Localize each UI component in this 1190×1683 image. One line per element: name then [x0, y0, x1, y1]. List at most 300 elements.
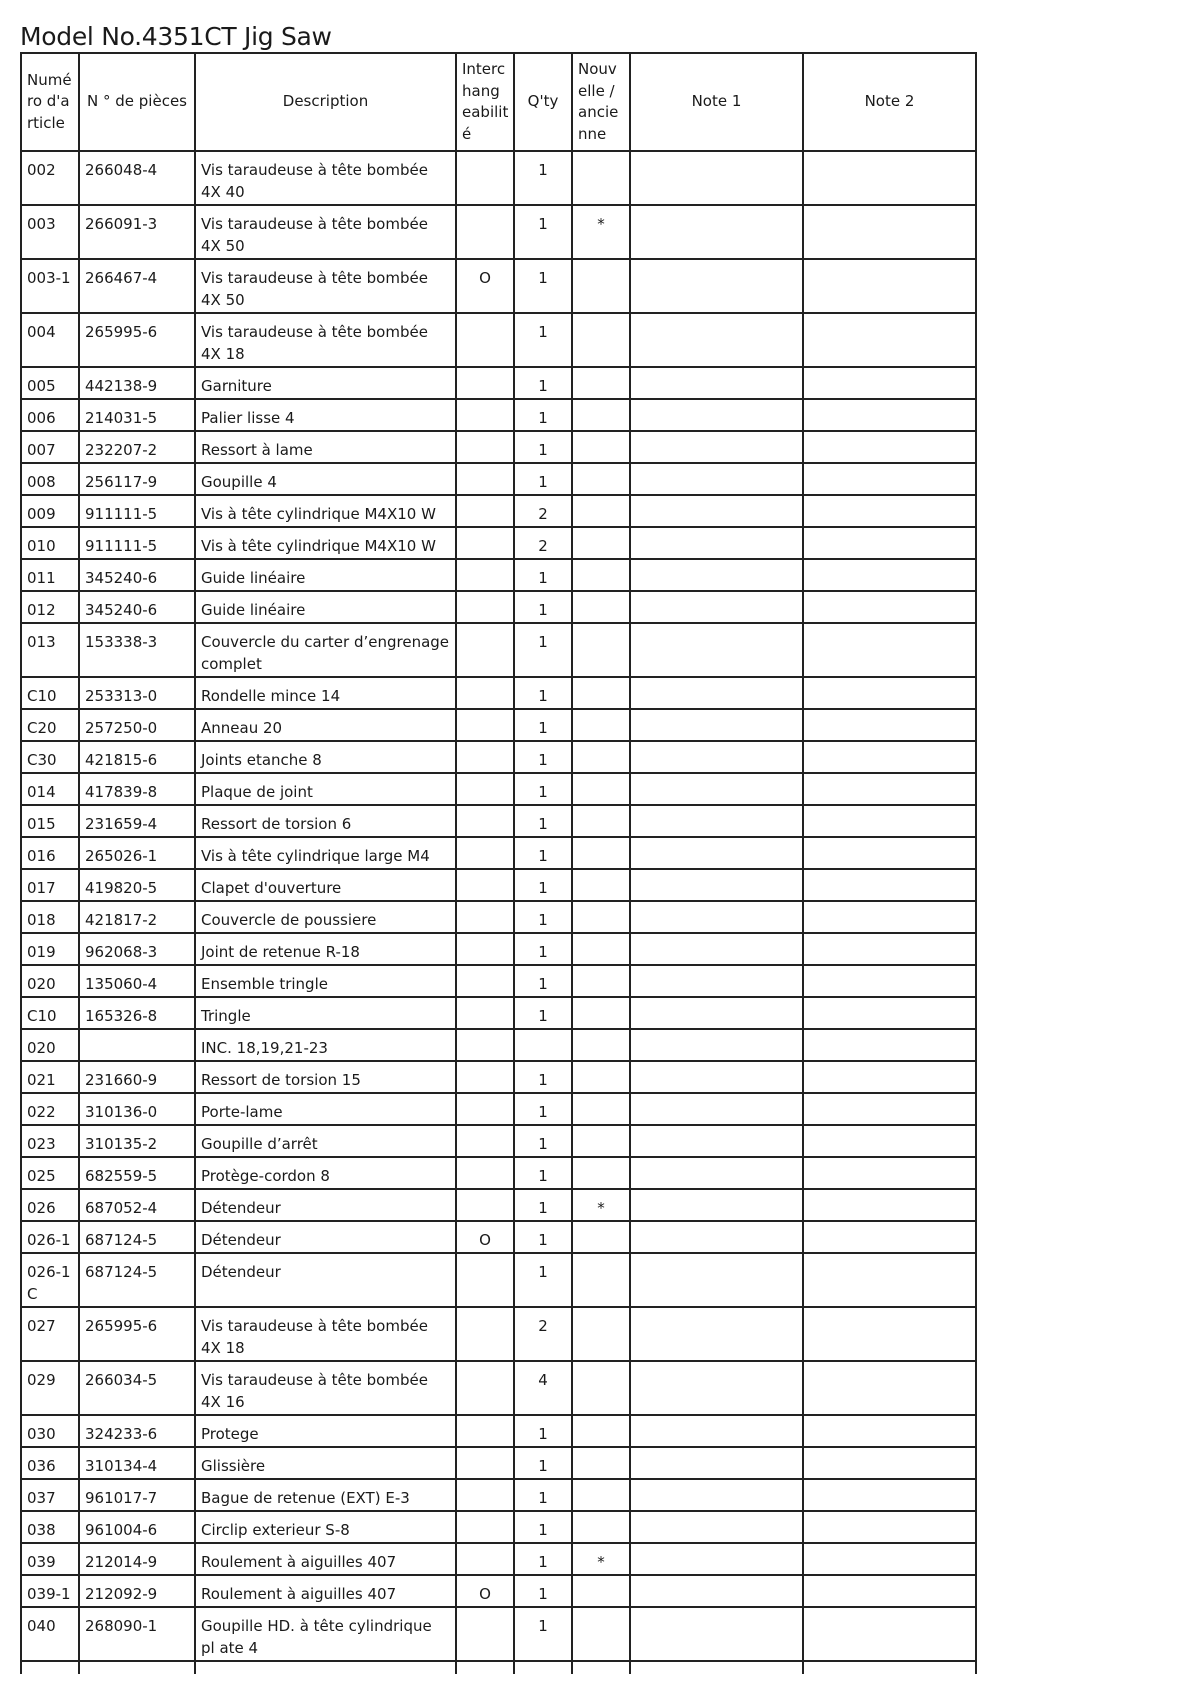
note-1-cell: [630, 1307, 803, 1361]
item-number-cell: 007: [21, 431, 79, 463]
table-row: [21, 367, 976, 399]
interchangeability-cell: [456, 1511, 514, 1543]
item-number-cell: 026-1: [21, 1221, 79, 1253]
description-cell: Garniture: [195, 367, 456, 399]
quantity-cell: 1: [514, 997, 572, 1029]
part-number-cell: 682559-5: [79, 1157, 195, 1189]
description-cell: Ressort de torsion 15: [195, 1061, 456, 1093]
interchangeability-cell: [456, 591, 514, 623]
quantity-cell: 2: [514, 495, 572, 527]
item-number-cell: 020: [21, 965, 79, 997]
description-cell: Glissière: [195, 1447, 456, 1479]
interchangeability-cell: [456, 1479, 514, 1511]
interchangeability-cell: [456, 1415, 514, 1447]
note-1-cell: [630, 495, 803, 527]
description-cell: Bague de retenue (EXT) E-3: [195, 1479, 456, 1511]
part-number-cell: 265026-1: [79, 837, 195, 869]
part-number-cell: 345240-6: [79, 591, 195, 623]
note-2-cell: [803, 591, 976, 623]
note-1-cell: [630, 623, 803, 677]
table-row: [21, 837, 976, 869]
page-title: Model No.4351CT Jig Saw: [20, 22, 332, 51]
note-2-cell: [803, 1511, 976, 1543]
item-number-cell: 039: [21, 1543, 79, 1575]
new-old-cell: *: [572, 1543, 630, 1575]
table-row: [21, 463, 976, 495]
item-number-cell: 012: [21, 591, 79, 623]
part-number-cell: 310136-0: [79, 1093, 195, 1125]
note-2-cell: [803, 741, 976, 773]
new-old-cell: [572, 837, 630, 869]
description-cell: Ensemble tringle: [195, 965, 456, 997]
part-number-cell: 257250-0: [79, 709, 195, 741]
note-1-cell: [630, 1061, 803, 1093]
description-cell: Goupille d’arrêt: [195, 1125, 456, 1157]
quantity-cell: 1: [514, 1253, 572, 1307]
new-old-cell: [572, 1361, 630, 1415]
note-2-cell: [803, 623, 976, 677]
table-row: [21, 965, 976, 997]
item-number-cell: 026: [21, 1189, 79, 1221]
new-old-cell: [572, 463, 630, 495]
table-row: [21, 709, 976, 741]
table-row: [21, 1093, 976, 1125]
note-1-cell: [630, 1415, 803, 1447]
table-row: [21, 1511, 976, 1543]
part-number-cell: 165326-8: [79, 997, 195, 1029]
item-number-cell: 010: [21, 527, 79, 559]
table-row: [21, 773, 976, 805]
note-2-cell: [803, 709, 976, 741]
quantity-cell: 1: [514, 259, 572, 313]
part-number-cell: 421817-2: [79, 901, 195, 933]
item-number-cell: 040: [21, 1607, 79, 1661]
quantity-cell: 1: [514, 1511, 572, 1543]
item-number-cell: 006: [21, 399, 79, 431]
interchangeability-cell: [456, 933, 514, 965]
note-1-cell: [630, 741, 803, 773]
quantity-cell: 2: [514, 1307, 572, 1361]
new-old-cell: [572, 741, 630, 773]
quantity-cell: 1: [514, 559, 572, 591]
item-number-cell: 008: [21, 463, 79, 495]
interchangeability-cell: O: [456, 259, 514, 313]
part-number-cell: 310135-2: [79, 1125, 195, 1157]
interchangeability-cell: [456, 869, 514, 901]
note-2-cell: [803, 1253, 976, 1307]
table-header-row: [21, 53, 976, 151]
table-row: [21, 399, 976, 431]
note-1-cell: [630, 773, 803, 805]
description-cell: Guide linéaire: [195, 559, 456, 591]
empty-cell: [514, 1661, 572, 1674]
quantity-cell: 1: [514, 1543, 572, 1575]
note-2-cell: [803, 997, 976, 1029]
part-number-cell: 214031-5: [79, 399, 195, 431]
interchangeability-cell: [456, 495, 514, 527]
note-1-cell: [630, 527, 803, 559]
header-note-1: Note 1: [630, 53, 803, 151]
interchangeability-cell: [456, 623, 514, 677]
table-row: [21, 431, 976, 463]
interchangeability-cell: [456, 1253, 514, 1307]
note-2-cell: [803, 805, 976, 837]
item-number-cell: 003-1: [21, 259, 79, 313]
note-2-cell: [803, 205, 976, 259]
header-quantity: Q'ty: [514, 53, 572, 151]
description-cell: Anneau 20: [195, 709, 456, 741]
interchangeability-cell: [456, 741, 514, 773]
note-1-cell: [630, 205, 803, 259]
part-number-cell: 962068-3: [79, 933, 195, 965]
part-number-cell: 268090-1: [79, 1607, 195, 1661]
table-row: [21, 1479, 976, 1511]
quantity-cell: 1: [514, 1415, 572, 1447]
note-2-cell: [803, 965, 976, 997]
part-number-cell: 266048-4: [79, 151, 195, 205]
note-2-cell: [803, 463, 976, 495]
quantity-cell: 1: [514, 367, 572, 399]
item-number-cell: 013: [21, 623, 79, 677]
note-2-cell: [803, 773, 976, 805]
table-row: [21, 259, 976, 313]
description-cell: Roulement à aiguilles 407: [195, 1575, 456, 1607]
quantity-cell: 2: [514, 527, 572, 559]
note-2-cell: [803, 1125, 976, 1157]
new-old-cell: [572, 259, 630, 313]
interchangeability-cell: [456, 367, 514, 399]
note-1-cell: [630, 1543, 803, 1575]
note-2-cell: [803, 901, 976, 933]
new-old-cell: [572, 869, 630, 901]
quantity-cell: 1: [514, 933, 572, 965]
new-old-cell: [572, 933, 630, 965]
note-1-cell: [630, 1157, 803, 1189]
note-2-cell: [803, 1447, 976, 1479]
description-cell: Vis taraudeuse à tête bombée 4X 18: [195, 313, 456, 367]
item-number-cell: 004: [21, 313, 79, 367]
part-number-cell: 266091-3: [79, 205, 195, 259]
table-row: [21, 1157, 976, 1189]
note-1-cell: [630, 591, 803, 623]
quantity-cell: 1: [514, 805, 572, 837]
table-row-cutoff: [21, 1661, 976, 1674]
note-1-cell: [630, 1575, 803, 1607]
description-cell: Vis à tête cylindrique M4X10 W: [195, 495, 456, 527]
interchangeability-cell: O: [456, 1575, 514, 1607]
note-2-cell: [803, 869, 976, 901]
description-cell: Palier lisse 4: [195, 399, 456, 431]
note-1-cell: [630, 1029, 803, 1061]
part-number-cell: 212092-9: [79, 1575, 195, 1607]
new-old-cell: [572, 1061, 630, 1093]
note-1-cell: [630, 559, 803, 591]
quantity-cell: 1: [514, 463, 572, 495]
note-1-cell: [630, 1361, 803, 1415]
note-2-cell: [803, 1307, 976, 1361]
new-old-cell: [572, 1415, 630, 1447]
quantity-cell: 1: [514, 431, 572, 463]
part-number-cell: 687124-5: [79, 1253, 195, 1307]
part-number-cell: 256117-9: [79, 463, 195, 495]
description-cell: Détendeur: [195, 1253, 456, 1307]
interchangeability-cell: [456, 399, 514, 431]
interchangeability-cell: [456, 709, 514, 741]
new-old-cell: [572, 431, 630, 463]
note-2-cell: [803, 933, 976, 965]
interchangeability-cell: [456, 773, 514, 805]
part-number-cell: 324233-6: [79, 1415, 195, 1447]
header-item-number: Numé ro d'a rticle: [21, 53, 79, 151]
quantity-cell: 1: [514, 1221, 572, 1253]
interchangeability-cell: [456, 313, 514, 367]
description-cell: Couvercle du carter d’engrenage complet: [195, 623, 456, 677]
note-2-cell: [803, 1415, 976, 1447]
description-cell: Protege: [195, 1415, 456, 1447]
interchangeability-cell: [456, 1447, 514, 1479]
note-2-cell: [803, 1543, 976, 1575]
empty-cell: [21, 1661, 79, 1674]
table-row: [21, 901, 976, 933]
note-2-cell: [803, 151, 976, 205]
header-new-old: Nouv elle / ancie nne: [572, 53, 630, 151]
table-row: [21, 997, 976, 1029]
quantity-cell: 1: [514, 399, 572, 431]
item-number-cell: 011: [21, 559, 79, 591]
interchangeability-cell: [456, 901, 514, 933]
item-number-cell: C10: [21, 997, 79, 1029]
new-old-cell: [572, 1125, 630, 1157]
interchangeability-cell: [456, 463, 514, 495]
table-row: [21, 1125, 976, 1157]
table-row: [21, 623, 976, 677]
item-number-cell: 009: [21, 495, 79, 527]
item-number-cell: 029: [21, 1361, 79, 1415]
item-number-cell: 027: [21, 1307, 79, 1361]
new-old-cell: [572, 367, 630, 399]
part-number-cell: [79, 1029, 195, 1061]
description-cell: Vis à tête cylindrique large M4: [195, 837, 456, 869]
table-row: [21, 151, 976, 205]
note-1-cell: [630, 1479, 803, 1511]
table-row: [21, 677, 976, 709]
description-cell: Vis taraudeuse à tête bombée 4X 40: [195, 151, 456, 205]
note-1-cell: [630, 1189, 803, 1221]
interchangeability-cell: [456, 997, 514, 1029]
note-2-cell: [803, 495, 976, 527]
new-old-cell: [572, 997, 630, 1029]
description-cell: Protège-cordon 8: [195, 1157, 456, 1189]
item-number-cell: 039-1: [21, 1575, 79, 1607]
empty-cell: [195, 1661, 456, 1674]
table-row: [21, 591, 976, 623]
new-old-cell: [572, 965, 630, 997]
quantity-cell: 1: [514, 623, 572, 677]
interchangeability-cell: [456, 1307, 514, 1361]
item-number-cell: C10: [21, 677, 79, 709]
description-cell: Détendeur: [195, 1189, 456, 1221]
interchangeability-cell: [456, 965, 514, 997]
item-number-cell: 017: [21, 869, 79, 901]
note-2-cell: [803, 1189, 976, 1221]
interchangeability-cell: [456, 1157, 514, 1189]
note-1-cell: [630, 367, 803, 399]
new-old-cell: [572, 1447, 630, 1479]
note-1-cell: [630, 259, 803, 313]
note-2-cell: [803, 1575, 976, 1607]
new-old-cell: *: [572, 1189, 630, 1221]
item-number-cell: 003: [21, 205, 79, 259]
interchangeability-cell: [456, 1029, 514, 1061]
part-number-cell: 310134-4: [79, 1447, 195, 1479]
description-cell: Goupille 4: [195, 463, 456, 495]
quantity-cell: 1: [514, 1575, 572, 1607]
quantity-cell: 1: [514, 1479, 572, 1511]
note-1-cell: [630, 901, 803, 933]
part-number-cell: 961017-7: [79, 1479, 195, 1511]
part-number-cell: 266467-4: [79, 259, 195, 313]
table-row: [21, 1253, 976, 1307]
part-number-cell: 687124-5: [79, 1221, 195, 1253]
new-old-cell: [572, 1253, 630, 1307]
part-number-cell: 911111-5: [79, 495, 195, 527]
quantity-cell: 1: [514, 1157, 572, 1189]
quantity-cell: 1: [514, 965, 572, 997]
item-number-cell: C30: [21, 741, 79, 773]
note-1-cell: [630, 431, 803, 463]
description-cell: Vis taraudeuse à tête bombée 4X 16: [195, 1361, 456, 1415]
part-number-cell: 421815-6: [79, 741, 195, 773]
item-number-cell: 014: [21, 773, 79, 805]
new-old-cell: [572, 399, 630, 431]
note-1-cell: [630, 1221, 803, 1253]
quantity-cell: 1: [514, 709, 572, 741]
quantity-cell: 1: [514, 1447, 572, 1479]
note-2-cell: [803, 1157, 976, 1189]
quantity-cell: 4: [514, 1361, 572, 1415]
interchangeability-cell: [456, 1189, 514, 1221]
note-2-cell: [803, 837, 976, 869]
new-old-cell: [572, 495, 630, 527]
item-number-cell: 036: [21, 1447, 79, 1479]
table-row: [21, 741, 976, 773]
note-2-cell: [803, 527, 976, 559]
table-row: [21, 495, 976, 527]
note-1-cell: [630, 1125, 803, 1157]
quantity-cell: 1: [514, 1607, 572, 1661]
item-number-cell: 022: [21, 1093, 79, 1125]
item-number-cell: 030: [21, 1415, 79, 1447]
item-number-cell: 015: [21, 805, 79, 837]
part-number-cell: 417839-8: [79, 773, 195, 805]
note-2-cell: [803, 1029, 976, 1061]
new-old-cell: [572, 1307, 630, 1361]
new-old-cell: [572, 1511, 630, 1543]
empty-cell: [572, 1661, 630, 1674]
note-1-cell: [630, 399, 803, 431]
item-number-cell: 037: [21, 1479, 79, 1511]
note-2-cell: [803, 1361, 976, 1415]
table-row: [21, 1543, 976, 1575]
item-number-cell: 005: [21, 367, 79, 399]
parts-table: [20, 52, 977, 1674]
new-old-cell: [572, 677, 630, 709]
description-cell: Vis taraudeuse à tête bombée 4X 50: [195, 205, 456, 259]
new-old-cell: [572, 1575, 630, 1607]
new-old-cell: [572, 901, 630, 933]
note-1-cell: [630, 1093, 803, 1125]
header-note-2: Note 2: [803, 53, 976, 151]
item-number-cell: 020: [21, 1029, 79, 1061]
table-row: [21, 1607, 976, 1661]
item-number-cell: 018: [21, 901, 79, 933]
note-1-cell: [630, 709, 803, 741]
new-old-cell: [572, 1479, 630, 1511]
description-cell: Couvercle de poussiere: [195, 901, 456, 933]
empty-cell: [803, 1661, 976, 1674]
note-1-cell: [630, 997, 803, 1029]
note-1-cell: [630, 1447, 803, 1479]
note-1-cell: [630, 313, 803, 367]
item-number-cell: 038: [21, 1511, 79, 1543]
part-number-cell: 345240-6: [79, 559, 195, 591]
new-old-cell: [572, 559, 630, 591]
interchangeability-cell: [456, 205, 514, 259]
quantity-cell: 1: [514, 1061, 572, 1093]
table-row: [21, 1447, 976, 1479]
new-old-cell: [572, 151, 630, 205]
new-old-cell: [572, 1029, 630, 1061]
table-row: [21, 1307, 976, 1361]
quantity-cell: 1: [514, 1189, 572, 1221]
item-number-cell: 019: [21, 933, 79, 965]
quantity-cell: 1: [514, 151, 572, 205]
note-2-cell: [803, 367, 976, 399]
note-2-cell: [803, 399, 976, 431]
item-number-cell: 021: [21, 1061, 79, 1093]
description-cell: Clapet d'ouverture: [195, 869, 456, 901]
new-old-cell: [572, 1093, 630, 1125]
part-number-cell: 212014-9: [79, 1543, 195, 1575]
description-cell: Porte-lame: [195, 1093, 456, 1125]
interchangeability-cell: [456, 1093, 514, 1125]
note-1-cell: [630, 869, 803, 901]
note-1-cell: [630, 151, 803, 205]
table-row: [21, 1575, 976, 1607]
interchangeability-cell: O: [456, 1221, 514, 1253]
part-number-cell: 231659-4: [79, 805, 195, 837]
note-2-cell: [803, 313, 976, 367]
note-1-cell: [630, 933, 803, 965]
table-row: [21, 527, 976, 559]
note-2-cell: [803, 559, 976, 591]
item-number-cell: 023: [21, 1125, 79, 1157]
description-cell: Vis taraudeuse à tête bombée 4X 18: [195, 1307, 456, 1361]
interchangeability-cell: [456, 1061, 514, 1093]
description-cell: INC. 18,19,21-23: [195, 1029, 456, 1061]
table-row: [21, 1029, 976, 1061]
new-old-cell: [572, 623, 630, 677]
new-old-cell: [572, 1157, 630, 1189]
new-old-cell: [572, 709, 630, 741]
note-1-cell: [630, 965, 803, 997]
table-row: [21, 313, 976, 367]
interchangeability-cell: [456, 1361, 514, 1415]
table-row: [21, 1061, 976, 1093]
note-2-cell: [803, 1607, 976, 1661]
description-cell: Ressort de torsion 6: [195, 805, 456, 837]
interchangeability-cell: [456, 677, 514, 709]
